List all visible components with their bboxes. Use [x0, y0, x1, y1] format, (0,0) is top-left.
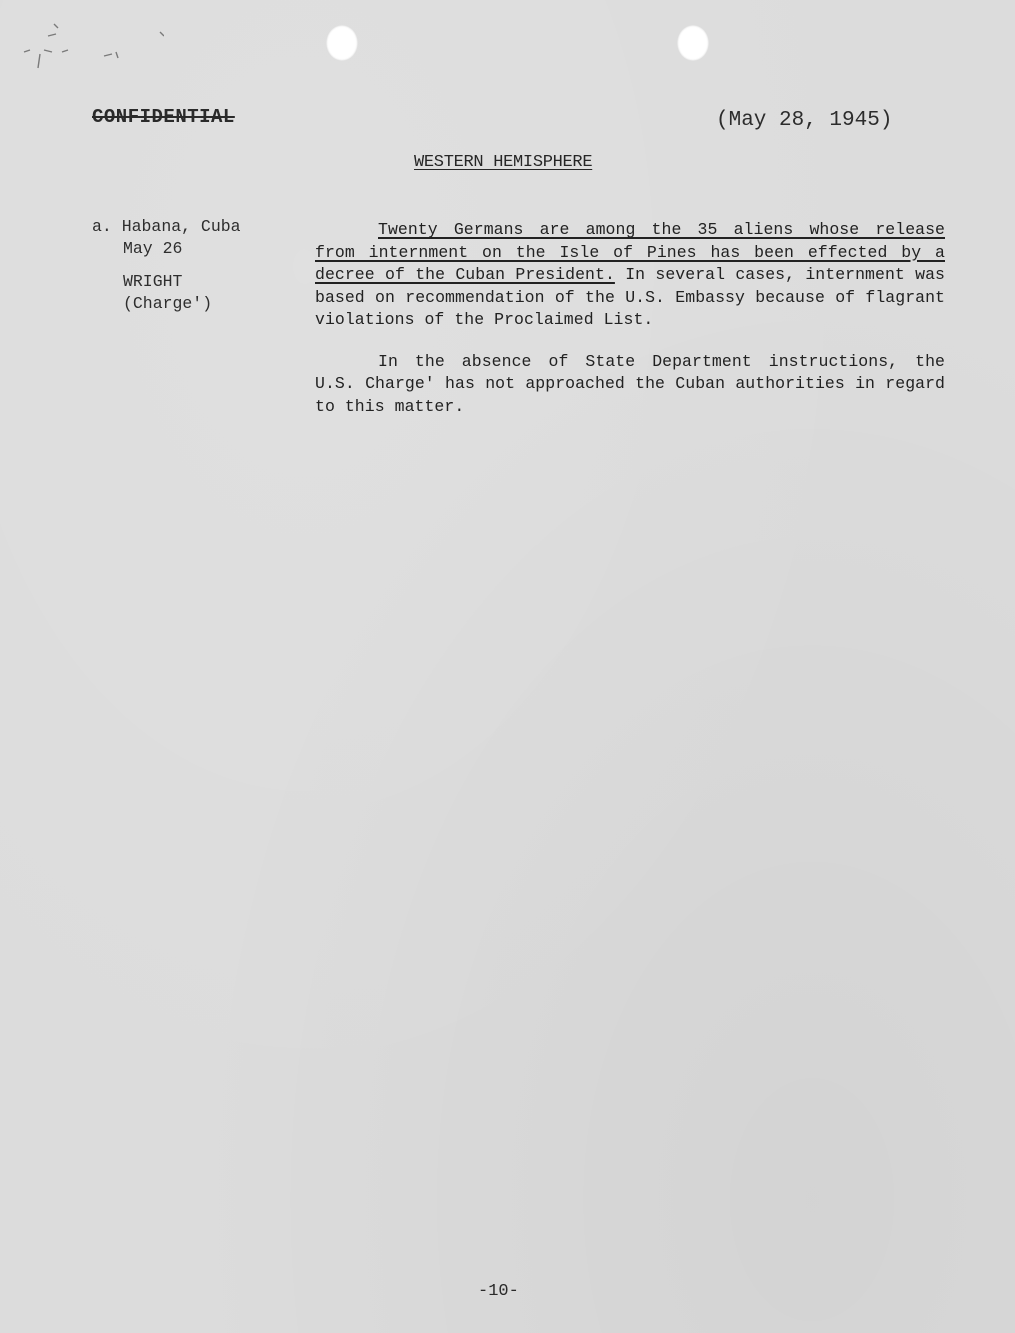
classification-stamp: CONFIDENTIAL	[92, 106, 235, 128]
section-heading: WESTERN HEMISPHERE	[414, 153, 593, 172]
entry-margin-note	[92, 216, 241, 315]
entry-body	[315, 219, 945, 418]
page-number: -10-	[478, 1282, 519, 1301]
entry-sender-title: (Charge')	[123, 294, 213, 313]
entry-place: Habana, Cuba	[121, 217, 241, 236]
stray-pencil-marks	[4, 22, 164, 82]
paragraph-1	[315, 219, 945, 332]
paragraph-1-underlined: Twenty Germans are among the 35 aliens whose release from internment on the Isle of Pines has been effected by a decree of the Cuban President.	[315, 220, 945, 284]
entry-marker: a.	[92, 217, 112, 236]
punch-hole-right	[677, 25, 709, 61]
entry-report-date: May 26	[123, 239, 183, 258]
document-date: (May 28, 1945)	[716, 109, 893, 132]
paragraph-1-rest: In several cases, internment was based on recommendation of the U.S. Embassy because of flagrant violations of the Proclaimed List.	[315, 265, 945, 329]
punch-hole-left	[326, 25, 358, 61]
paragraph-2: In the absence of State Department instructions, the U.S. Charge' has not approached the Cuban authorities in regard to this matter.	[315, 351, 945, 416]
entry-sender: WRIGHT	[123, 272, 183, 291]
